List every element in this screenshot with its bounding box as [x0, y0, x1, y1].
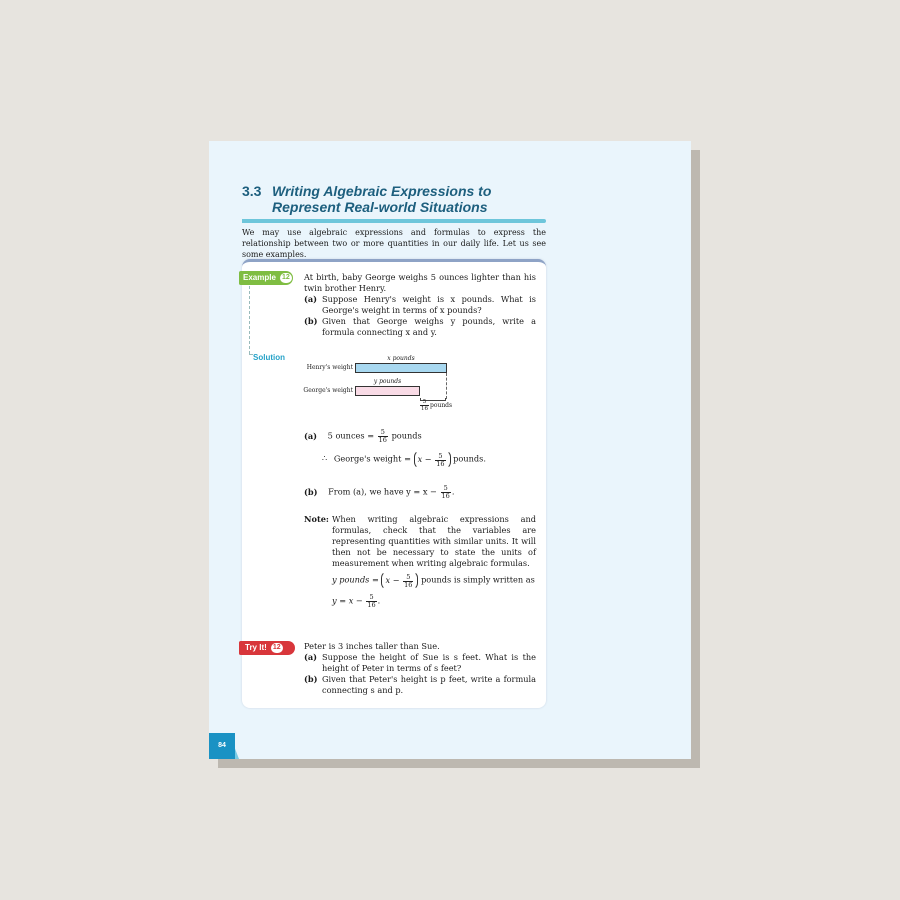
george-weight-unit: pounds. — [453, 453, 486, 464]
fraction-denominator: 16 — [404, 580, 413, 589]
solution-part-b — [304, 485, 454, 500]
example-question — [304, 272, 536, 338]
solution-part-b-text: From (a), we have y = x − — [328, 486, 437, 497]
expression-x: x − — [417, 454, 432, 464]
difference-label — [419, 399, 452, 412]
therefore-symbol: ∴ — [322, 453, 328, 464]
henry-weight-label: Henry's weight — [306, 364, 353, 371]
solution-part-b-label: (b) — [304, 486, 318, 497]
example-tag — [239, 271, 293, 285]
difference-unit: pounds — [430, 402, 453, 409]
fraction-numerator: 5 — [403, 574, 413, 582]
solution-part-a-lhs: 5 ounces = — [327, 430, 375, 441]
note-line1-tail: pounds is simply written as — [421, 574, 535, 585]
solution-part-a — [304, 429, 422, 444]
george-bar — [355, 386, 420, 396]
try-it-part-a-label: (a) — [304, 652, 318, 662]
parenthesised-expression — [381, 571, 418, 590]
try-it-part-a-text: Suppose the height of Sue is s feet. What is the height of Peter in terms of s feet? — [322, 652, 536, 673]
solution-part-a-unit: pounds — [391, 430, 422, 441]
note-line2-lhs: y = x − — [332, 595, 363, 606]
difference-guide-line — [446, 373, 447, 399]
george-weight-label: George's weight — [303, 387, 353, 394]
solution-part-a-result — [322, 450, 486, 469]
parenthesised-expression — [414, 450, 451, 469]
x-pounds-label: x pounds — [387, 355, 415, 362]
try-it-part-a — [304, 652, 536, 674]
try-it-part-b-label: (b) — [304, 674, 318, 684]
example-part-a-label: (a) — [304, 294, 318, 304]
note-line2-period: . — [377, 595, 381, 606]
try-it-part-b — [304, 674, 536, 696]
solution-label: Solution — [253, 353, 285, 362]
solution-part-b-period: . — [451, 486, 455, 497]
section-number: 3.3 — [242, 183, 262, 199]
example-part-b — [304, 316, 536, 338]
try-it-stem: Peter is 3 inches taller than Sue. — [304, 641, 440, 651]
fraction-denominator: 16 — [436, 459, 445, 468]
note-lhs: y pounds = — [332, 574, 379, 585]
note-example-line1 — [332, 571, 535, 590]
section-title-line2: Represent Real-world Situations — [272, 199, 488, 215]
heading-rule — [242, 219, 546, 223]
example-stem: At birth, baby George weighs 5 ounces lighter than his twin brother Henry. — [304, 272, 536, 293]
example-part-b-label: (b) — [304, 316, 318, 326]
henry-bar — [355, 363, 447, 373]
example-number: 12 — [280, 273, 292, 283]
fraction-denominator: 16 — [378, 436, 387, 444]
textbook-page — [209, 141, 691, 759]
george-weight-lhs: George's weight = — [333, 453, 411, 464]
fraction-numerator: 5 — [378, 429, 388, 437]
example-part-a-text: Suppose Henry's weight is x pounds. What is George's weight in terms of x pounds? — [322, 294, 536, 315]
try-it-question — [304, 641, 536, 696]
y-pounds-label: y pounds — [373, 378, 402, 385]
note-text: When writing algebraic expressions and formulas, check that the variables are representing quantities with similar units. It will then not be necessary to state the units of measurement when writing algebraic formulas. — [332, 514, 536, 568]
note-example-line2 — [332, 594, 380, 609]
try-it-number: 12 — [271, 643, 283, 653]
section-title-line1: Writing Algebraic Expressions to — [272, 183, 492, 199]
difference-numerator: 5 — [420, 399, 429, 406]
fraction-numerator: 5 — [435, 453, 445, 461]
difference-denominator: 16 — [421, 406, 428, 412]
example-tag-label: Example — [243, 273, 276, 282]
try-it-part-b-text: Given that Peter's height is p feet, write a formula connecting s and p. — [322, 674, 536, 695]
note-label: Note: — [304, 514, 329, 524]
fraction-numerator: 5 — [366, 594, 376, 602]
try-it-tag — [239, 641, 295, 655]
example-part-b-text: Given that George weighs y pounds, write a formula connecting x and y. — [322, 316, 536, 337]
intro-paragraph: We may use algebraic expressions and formulas to express the relationship between two or more quantities in our daily life. Let us see some examples. — [242, 228, 546, 259]
try-it-tag-label: Try It! — [245, 643, 267, 652]
fraction-denominator: 16 — [367, 601, 376, 609]
example-part-a — [304, 294, 536, 316]
fraction-numerator: 5 — [441, 485, 451, 493]
expression-x: x − — [385, 575, 400, 585]
page-number: 84 — [209, 733, 235, 759]
solution-part-a-label: (a) — [304, 430, 318, 441]
fraction-denominator: 16 — [441, 492, 450, 500]
solution-connector — [249, 286, 250, 354]
